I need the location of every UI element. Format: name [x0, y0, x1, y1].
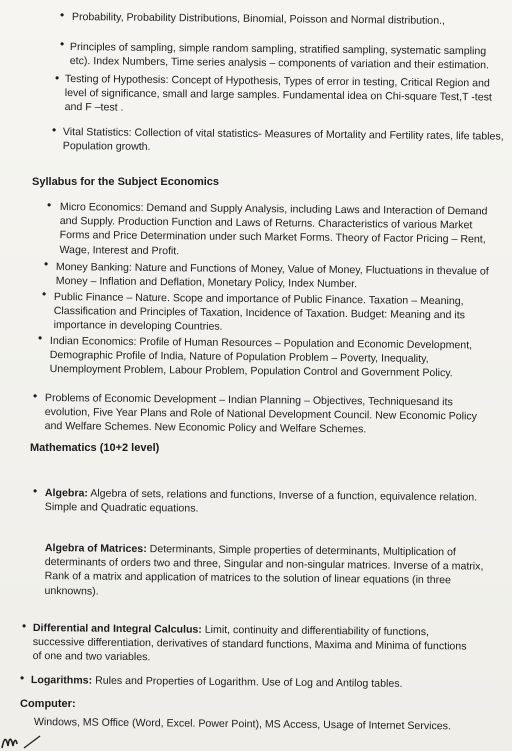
econ-indian: Indian Economics: Profile of Human Resources – Population and Economic Development, Demographic Profile of India, Nature of Population Problem – Poverty, Inequality, Unemployment Problem, Labour Problem, Population Control and Government Policy. [49, 334, 473, 380]
calculus-text: Limit, continuity and differentiability of functions, successive differentiation, derivatives of standard functions, Maxima and Minima of functions of one and two variables. [32, 623, 467, 664]
log-text: Rules and Properties of Logarithm. Use of Log and Antilog tables. [95, 674, 403, 690]
bullet-dot: • [33, 389, 38, 403]
bullet-dot: • [22, 619, 27, 633]
maths-matrices [44, 541, 485, 602]
stats-sampling: Principles of sampling, simple random sampling, stratified sampling, systematic sampling etc). Index Numbers, Time series analysis – components of variation and their estimation. [69, 40, 490, 72]
matrices-text: Determinants, Simple properties of determinants, Multiplication of determinants of orders two and three, Singular and non-singular matrices. Inverse of a matrix, Rank of a matrix and application of matrices to the solution of linear equations (in three unknowns). [44, 543, 484, 598]
bullet-dot: • [52, 123, 57, 137]
bullet-dot: • [42, 287, 47, 301]
stats-probability: Probability, Probability Distributions, Binomial, Poisson and Normal distribution., [71, 10, 446, 27]
econ-problems: Problems of Economic Development – Indian Planning – Objectives, Techniquesand its evolution, Five Year Plans and Role of National Development Council. New Economic Policy and Welfare Schemes. New Economic Policy and Welfare Schemes. [44, 391, 478, 436]
computer-heading: Computer: [20, 698, 76, 710]
signature-scribble [0, 728, 60, 751]
bullet-dot: • [38, 331, 43, 345]
maths-calculus [33, 621, 478, 668]
econ-public: Public Finance – Nature. Scope and importance of Public Finance. Taxation – Meaning, Classification and Principles of Taxation, Incidence of Taxation. Budget: Meaning and its importance in developing Countries. [53, 290, 466, 334]
maths-logarithms [31, 673, 481, 692]
calculus-label: Differential and Integral Calculus: [32, 621, 202, 636]
stats-vital: Vital Statistics: Collection of vital statistics- Measures of Mortality and Fertility rates, life tables, Population growth. [62, 125, 504, 154]
stats-hypothesis: Testing of Hypothesis: Concept of Hypothesis, Types of error in testing, Critical Region and level of significance, small and large samples. Fundamental idea on Chi-square Test,T -test and F –test . [64, 72, 492, 115]
log-label: Logarithms: [30, 673, 93, 687]
bullet-dot: • [47, 198, 52, 212]
maths-heading: Mathematics (10+2 level) [30, 442, 160, 454]
bullet-dot: • [33, 484, 38, 498]
matrices-label: Algebra of Matrices: [44, 541, 147, 556]
economics-heading: Syllabus for the Subject Economics [32, 176, 220, 188]
bullet-dot: • [60, 37, 65, 51]
bullet-dot: • [60, 8, 65, 22]
algebra-text: Algebra of sets, relations and functions, Inverse of a function, equivalence relation. Simple and Quadratic equations. [44, 487, 478, 515]
bullet-dot: • [55, 71, 60, 85]
computer-text: Windows, MS Office (Word, Excel. Power Point), MS Access, Usage of Internet Services. [33, 715, 451, 733]
maths-algebra [45, 486, 485, 519]
econ-money: Money Banking: Nature and Functions of Money, Value of Money, Fluctuations in thevalue of Money – Inflation and Deflation, Monetary Policy, Index Number. [55, 260, 489, 291]
bullet-dot: • [44, 257, 49, 271]
econ-micro: Micro Economics: Demand and Supply Analysis, including Laws and Interaction of Demand and Supply. Production Function and Laws of Returns. Characteristics of various Market Forms and Price Determination under such Market Forms. Theory of Factor Pricing – Rent, Wage, Interest and Profit. [59, 200, 488, 257]
algebra-label: Algebra: [44, 486, 88, 500]
bullet-dot: • [20, 671, 25, 685]
